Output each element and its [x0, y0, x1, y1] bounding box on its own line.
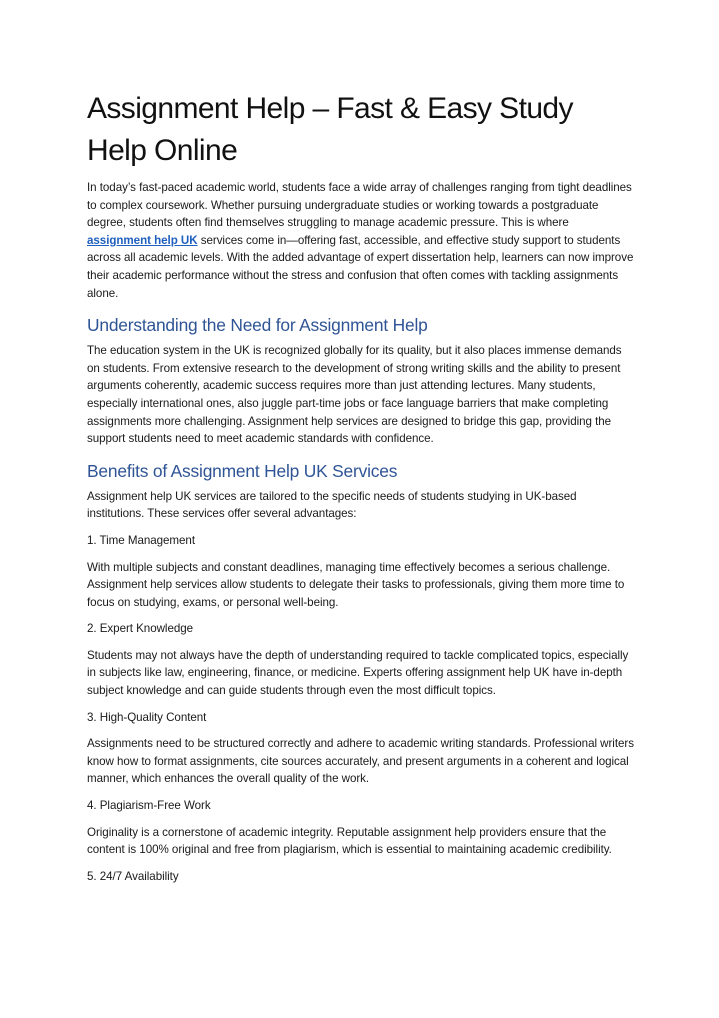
benefits-intro-paragraph: Assignment help UK services are tailored to the specific needs of students studying in UK-based institutions. These services offer several advantages: [87, 489, 577, 521]
document-page [87, 88, 635, 885]
benefit-label-plagiarism-free: 4. Plagiarism-Free Work [87, 799, 211, 813]
intro-text-before-link: In today’s fast-paced academic world, students face a wide array of challenges ranging from tight deadlines to complex coursework. Whether pursuing undergraduate studies or working towards a postgraduate degree, students often find themselves struggling to manage academic pressure. This is where [87, 181, 632, 230]
intro-text-after-link: services come in—offering fast, accessible, and effective study support to students across all academic levels. With the added advantage of expert dissertation help, learners can now improve their academic performance without the stress and confusion that often comes with tackling assignments alone. [87, 233, 634, 300]
benefit-label-availability: 5. 24/7 Availability [87, 869, 179, 883]
benefit-label-expert-knowledge: 2. Expert Knowledge [87, 622, 194, 636]
assignment-help-uk-link[interactable]: assignment help UK [87, 233, 198, 247]
benefit-label-high-quality-content: 3. High-Quality Content [87, 710, 207, 724]
page-title: Assignment Help – Fast & Easy Study Help Online [87, 92, 573, 167]
intro-paragraph [87, 179, 635, 302]
benefit-label-time-management: 1. Time Management [87, 533, 196, 547]
section-heading-benefits: Benefits of Assignment Help UK Services [87, 460, 398, 481]
benefit-text-expert-knowledge: Students may not always have the depth of understanding required to tackle complicated topics, especially in subjects like law, engineering, finance, or medicine. Experts offering assignment help UK have in-depth subject knowledge and can guide students through even the most difficult topics. [87, 648, 629, 698]
benefit-text-plagiarism-free: Originality is a cornerstone of academic integrity. Reputable assignment help providers ensure that the content is 100% original and free from plagiarism, which is essential to maintaining academic credibility. [87, 825, 612, 857]
section-heading-need: Understanding the Need for Assignment Help [87, 315, 428, 336]
benefit-text-high-quality-content: Assignments need to be structured correctly and adhere to academic writing standards. Professional writers know how to format assignments, cite sources accurately, and present arguments in a coherent and logical manner, which enhances the overall quality of the work. [87, 737, 634, 786]
section-paragraph-need: The education system in the UK is recognized globally for its quality, but it also places immense demands on students. From extensive research to the development of strong writing skills and the ability to present arguments coherently, academic success requires more than just attending lectures. Many students, especially international ones, also juggle part-time jobs or face language barriers that make completing assignments more challenging. Assignment help services are designed to bridge this gap, providing the support students need to meet academic standards with confidence. [87, 344, 622, 446]
benefit-text-time-management: With multiple subjects and constant deadlines, managing time effectively becomes a serious challenge. Assignment help services allow students to delegate their tasks to professionals, giving them more time to focus on studying, exams, or personal well-being. [87, 560, 625, 609]
